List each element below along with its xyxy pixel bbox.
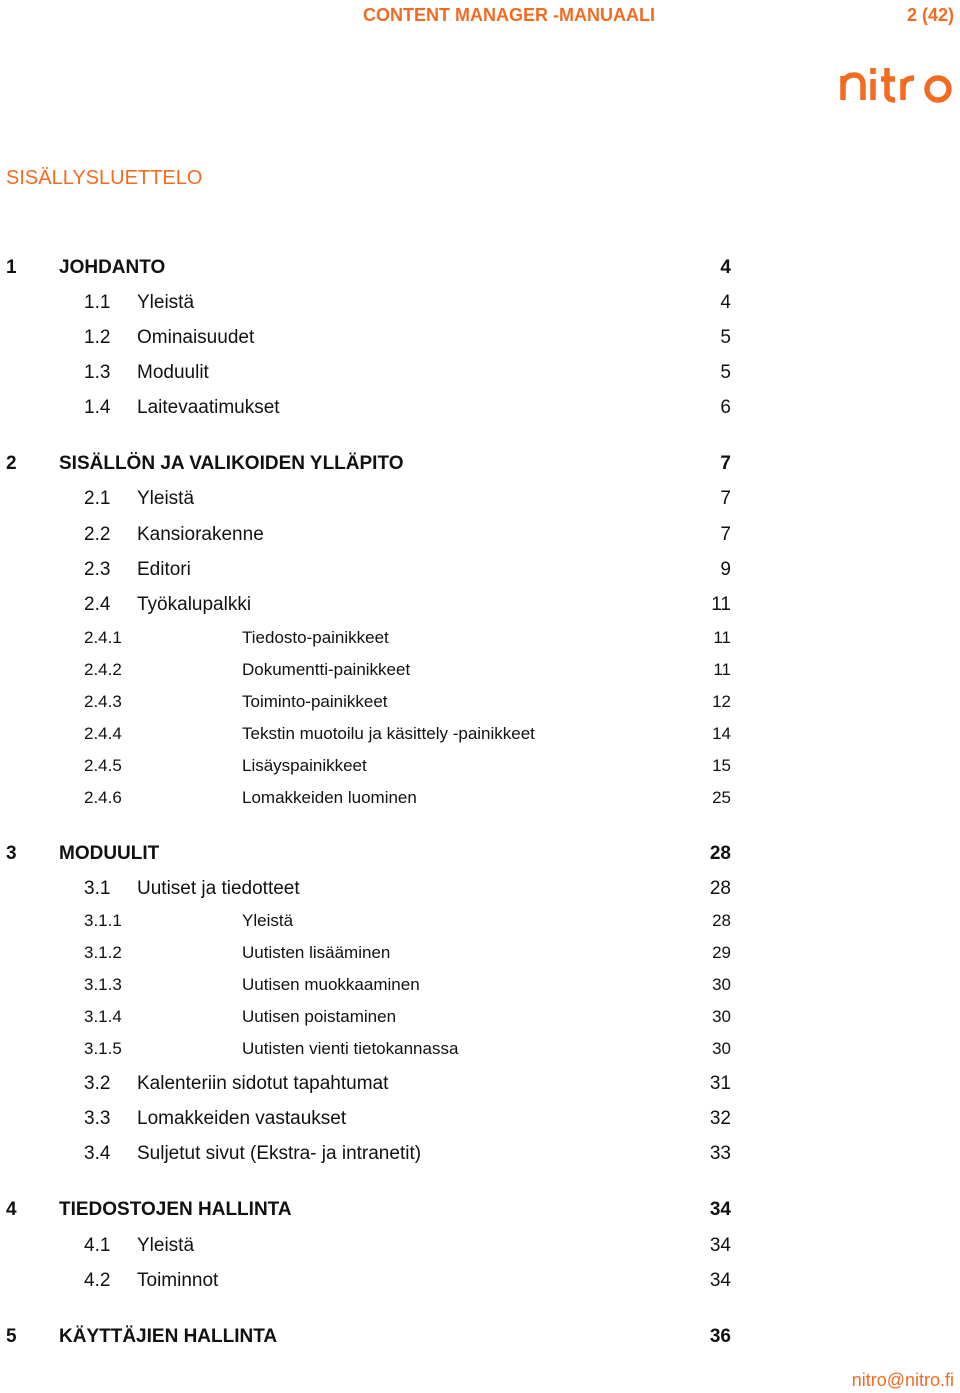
toc-entry-title: MODUULIT <box>59 843 160 864</box>
toc-entry-page: 28 <box>709 878 731 899</box>
toc-entry-title: Lomakkeiden luominen <box>242 788 417 807</box>
toc-entry[interactable] <box>0 877 960 901</box>
toc-entry-number: 1.1 <box>84 292 111 313</box>
toc-heading: SISÄLLYSLUETTELO <box>6 167 203 189</box>
toc-entry[interactable] <box>0 1107 960 1131</box>
toc-entry-page: 30 <box>712 975 731 994</box>
toc-entry-page: 7 <box>720 524 731 545</box>
toc-entry-title: Uutiset ja tiedotteet <box>137 878 300 899</box>
toc-entry-number: 1 <box>6 257 17 278</box>
toc-entry-page: 11 <box>713 660 731 679</box>
toc-entry-page: 11 <box>711 594 731 615</box>
toc-entry-number: 2.3 <box>84 559 111 580</box>
toc-entry-number: 5 <box>6 1326 17 1347</box>
toc-entry-page: 28 <box>709 843 731 864</box>
toc-entry-number: 1.4 <box>84 397 111 418</box>
toc-entry-page: 14 <box>712 724 731 743</box>
toc-entry[interactable] <box>0 1006 960 1028</box>
toc-entry[interactable] <box>0 910 960 932</box>
toc-entry-number: 2.4.4 <box>84 724 122 743</box>
nitro-logo <box>840 66 956 104</box>
toc-entry-page: 34 <box>709 1235 731 1256</box>
toc-entry-number: 4 <box>6 1199 17 1220</box>
toc-entry-number: 2.2 <box>84 524 111 545</box>
toc-entry-number: 1.3 <box>84 362 111 383</box>
toc-entry-page: 7 <box>720 488 731 509</box>
toc-entry-title: Uutisen poistaminen <box>242 1007 397 1026</box>
toc-entry[interactable] <box>0 723 960 745</box>
toc-entry[interactable] <box>0 326 960 350</box>
toc-entry[interactable] <box>0 1325 960 1349</box>
toc-entry-title: Uutisten vienti tietokannassa <box>242 1039 459 1058</box>
toc-entry-page: 4 <box>720 292 731 313</box>
toc-entry[interactable] <box>0 691 960 713</box>
toc-entry[interactable] <box>0 755 960 777</box>
toc-entry-number: 2.4.2 <box>84 660 122 679</box>
toc-entry-page: 7 <box>720 453 731 474</box>
toc-entry-title: Tiedosto-painikkeet <box>242 628 389 647</box>
toc-entry[interactable] <box>0 787 960 809</box>
toc-entry-number: 1.2 <box>84 327 111 348</box>
toc-entry-page: 5 <box>720 327 731 348</box>
toc-entry-title: Lomakkeiden vastaukset <box>137 1108 347 1129</box>
toc-entry[interactable] <box>0 842 960 866</box>
toc-entry[interactable] <box>0 487 960 511</box>
toc-entry-title: Yleistä <box>242 911 294 930</box>
toc-entry-number: 3 <box>6 843 17 864</box>
toc-entry-title: Laitevaatimukset <box>137 397 280 418</box>
toc-entry-number: 3.1.2 <box>84 943 122 962</box>
toc-entry[interactable] <box>0 1269 960 1293</box>
toc-entry-title: Yleistä <box>137 292 195 313</box>
toc-entry-page: 34 <box>709 1270 731 1291</box>
toc-entry-number: 3.1 <box>84 878 111 899</box>
toc-entry-title: Ominaisuudet <box>137 327 255 348</box>
toc-entry[interactable] <box>0 291 960 315</box>
toc-entry-page: 15 <box>712 756 731 775</box>
toc-entry-title: Toiminto-painikkeet <box>242 692 388 711</box>
toc-entry-title: Dokumentti-painikkeet <box>242 660 411 679</box>
toc-entry-number: 3.4 <box>84 1143 111 1164</box>
toc-entry[interactable] <box>0 974 960 996</box>
toc-entry-title: Toiminnot <box>137 1270 219 1291</box>
toc-entry[interactable] <box>0 452 960 476</box>
toc-entry[interactable] <box>0 1038 960 1060</box>
toc-entry-title: Lisäyspainikkeet <box>242 756 367 775</box>
toc-entry[interactable] <box>0 659 960 681</box>
toc-entry-number: 3.1.3 <box>84 975 122 994</box>
toc-entry-title: Yleistä <box>137 488 195 509</box>
toc-entry-number: 2 <box>6 453 17 474</box>
toc-entry[interactable] <box>0 361 960 385</box>
toc-entry-page: 6 <box>720 397 731 418</box>
toc-entry-number: 3.1.5 <box>84 1039 122 1058</box>
toc-entry-title: Suljetut sivut (Ekstra- ja intranetit) <box>137 1143 422 1164</box>
toc-entry[interactable] <box>0 1072 960 1096</box>
toc-entry-page: 31 <box>709 1073 731 1094</box>
toc-entry-page: 28 <box>712 911 731 930</box>
toc-entry-page: 29 <box>712 943 731 962</box>
toc-entry-number: 3.2 <box>84 1073 111 1094</box>
toc-entry-title: Tekstin muotoilu ja käsittely -painikkeet <box>242 724 535 743</box>
toc-entry[interactable] <box>0 627 960 649</box>
toc-entry[interactable] <box>0 396 960 420</box>
toc-entry-title: KÄYTTÄJIEN HALLINTA <box>59 1326 278 1347</box>
toc-entry[interactable] <box>0 256 960 280</box>
toc-entry-page: 32 <box>709 1108 731 1129</box>
toc-entry-number: 2.4.3 <box>84 692 122 711</box>
toc-entry[interactable] <box>0 1198 960 1222</box>
document-title: CONTENT MANAGER -MANUAALI <box>363 5 655 25</box>
toc-entry-title: Uutisten lisääminen <box>242 943 391 962</box>
toc-entry-number: 2.4.1 <box>84 628 122 647</box>
toc-entry-page: 11 <box>713 628 731 647</box>
toc-entry-page: 30 <box>712 1039 731 1058</box>
toc-entry-title: Moduulit <box>137 362 209 383</box>
toc-entry[interactable] <box>0 1234 960 1258</box>
toc-entry-page: 34 <box>709 1199 731 1220</box>
toc-entry-number: 3.1.4 <box>84 1007 122 1026</box>
toc-entry-title: Yleistä <box>137 1235 195 1256</box>
toc-entry-number: 2.4 <box>84 594 111 615</box>
toc-entry[interactable] <box>0 593 960 617</box>
toc-entry[interactable] <box>0 558 960 582</box>
toc-entry-number: 2.4.5 <box>84 756 122 775</box>
toc-entry[interactable] <box>0 942 960 964</box>
footer-email: nitro@nitro.fi <box>851 1370 954 1390</box>
toc-entry-number: 4.1 <box>84 1235 111 1256</box>
toc-entry-number: 2.4.6 <box>84 788 122 807</box>
toc-entry-page: 30 <box>712 1007 731 1026</box>
toc-entry-title: Editori <box>137 559 191 580</box>
toc-entry-number: 4.2 <box>84 1270 111 1291</box>
toc-entry-title: JOHDANTO <box>59 257 166 278</box>
toc-entry-page: 12 <box>712 692 731 711</box>
toc-entry-number: 2.1 <box>84 488 111 509</box>
toc-entry-number: 3.3 <box>84 1108 111 1129</box>
toc-entry-title: Työkalupalkki <box>137 594 252 615</box>
toc-entry-title: Uutisen muokkaaminen <box>242 975 420 994</box>
toc-entry-title: SISÄLLÖN JA VALIKOIDEN YLLÄPITO <box>59 453 404 474</box>
toc-entry-page: 5 <box>720 362 731 383</box>
toc-entry-number: 3.1.1 <box>84 911 122 930</box>
toc-entry-page: 4 <box>720 257 731 278</box>
toc-entry-page: 33 <box>709 1143 731 1164</box>
toc-entry[interactable] <box>0 1142 960 1166</box>
toc-entry-page: 9 <box>720 559 731 580</box>
toc-entry-title: Kansiorakenne <box>137 524 264 545</box>
toc-entry-page: 25 <box>712 788 731 807</box>
toc-entry-title: Kalenteriin sidotut tapahtumat <box>137 1073 389 1094</box>
toc-entry-page: 36 <box>709 1326 731 1347</box>
toc-entry-title: TIEDOSTOJEN HALLINTA <box>59 1199 292 1220</box>
toc-entry[interactable] <box>0 523 960 547</box>
page-number: 2 (42) <box>906 5 954 25</box>
